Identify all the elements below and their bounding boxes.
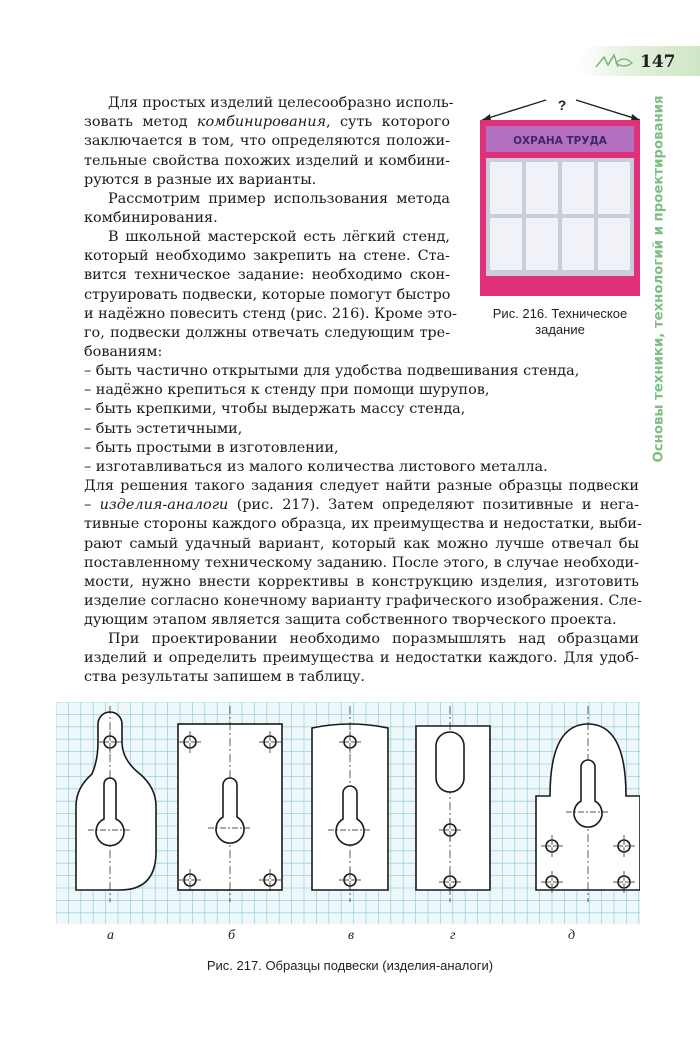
figure-217-label: а [107,928,114,943]
figure-217-caption: Рис. 217. Образцы подвески (изделия-аналоги) [206,958,494,973]
text-segment: (рис. 217). Затем определяют позитивные и нега- [228,497,639,514]
paragraph-2 [84,190,450,228]
text-segment: – [84,497,100,514]
requirement-item: – быть простыми в изготовлении, [84,439,339,456]
requirement-item: – быть эстетичными, [84,420,243,437]
text-segment: зовать метод [84,114,197,131]
side-chapter-title: Основы техники, технологий и проектирования [651,95,667,463]
paragraph-1 [84,94,454,190]
paragraph-3 [84,228,457,362]
figure-217-label: г [450,928,456,943]
text-line: дующим этапом является защита собственного творческого проекта. [84,612,617,629]
requirement-item: – изготавливаться из малого количества листового металла. [84,459,548,476]
text-line: При проектировании необходимо поразмышлять над образцами [108,631,639,647]
text-line: изделие согласно конечному варианту графического изображения. Сле- [84,593,642,610]
requirement-item: – быть крепкими, чтобы выдержать массу стенда, [84,401,466,418]
figure-217-label: б [228,928,236,943]
text-line: бованиям: [84,344,163,361]
hanging-line-right [576,100,640,120]
hanging-line-left [482,100,546,120]
page-number: 147 [640,52,676,72]
text-line: который необходимо закрепить на стене. Ста- [84,248,450,265]
requirement-item: – быть частично открытыми для удобства подвешивания стенда, [84,363,580,379]
italic-term: комбинирования [196,114,327,131]
figure-217-hangers [56,702,640,924]
requirement-item: – надёжно крепиться к стенду при помощи шурупов, [84,382,490,399]
paragraph-4 [84,477,642,631]
figure-217-label: в [348,928,355,943]
requirements-list [84,362,644,477]
stand-cell [598,162,630,214]
stand-cell [526,218,558,270]
text-line: и надёжно повесить стенд (рис. 216). Кроме это- [84,305,457,322]
stand-cell [490,162,522,214]
figure-217-label: д [568,928,576,943]
paragraph-5 [84,630,639,688]
stand-cell [562,218,594,270]
book-logo-icon [594,53,634,71]
stand-bottom-band [486,278,634,294]
stand-title: ОХРАНА ТРУДА [513,135,607,147]
text-line: Рассмотрим пример использования метода [108,191,450,207]
stand-cell [526,162,558,214]
hanger-g-slot [436,732,464,792]
text-line: струировать подвески, которые помогут быстро [84,286,451,303]
text-line: рают самый удачный вариант, который как можно лучше отвечал бы [84,535,639,552]
text-line: комбинирования. [84,210,218,227]
text-line: тивные стороны каждого образца, их преимущества и недостатки, выби- [84,516,642,533]
arrow-right-icon [631,114,640,121]
text-line: тельные свойства похожих изделий и комбини- [84,152,450,169]
text-line: Для простых изделий целесообразно исполь- [108,95,454,111]
stand-cell [490,218,522,270]
stand-cell [562,162,594,214]
text-segment: , суть которого [326,114,450,131]
text-line: го, подвески должны отвечать следующим тре- [84,325,450,342]
figure-216-caption-line2: задание [535,322,585,337]
side-chapter-header [644,94,674,464]
text-line: поставленному техническому заданию. После этого, в случае необходи- [84,554,639,571]
text-line: ства результаты запишем в таблицу. [84,669,366,686]
figure-216-caption-line1: Рис. 216. Техническое [492,306,628,321]
figure-216-stand [478,90,644,304]
text-line: В школьной мастерской есть лёгкий стенд, [108,229,450,245]
figure-216-caption [470,306,650,338]
arrow-left-icon [482,114,491,121]
text-line: руются в разные их варианты. [84,171,317,188]
text-line [84,113,450,132]
text-line: заключается в том, что определяются положи- [84,133,450,150]
text-line: Для решения такого задания следует найти разные образцы подвески [84,478,639,494]
italic-term: изделия-аналоги [99,497,229,514]
text-line: мости, нужно внести коррективы в конструкцию изделия, изготовить [84,574,639,591]
stand-cell [598,218,630,270]
text-line: изделий и определить преимущества и недостатки каждого. Для удоб- [84,650,639,667]
text-line: вится техническое задание: необходимо скон- [84,267,450,284]
question-mark: ? [557,97,567,113]
text-line [84,496,639,515]
